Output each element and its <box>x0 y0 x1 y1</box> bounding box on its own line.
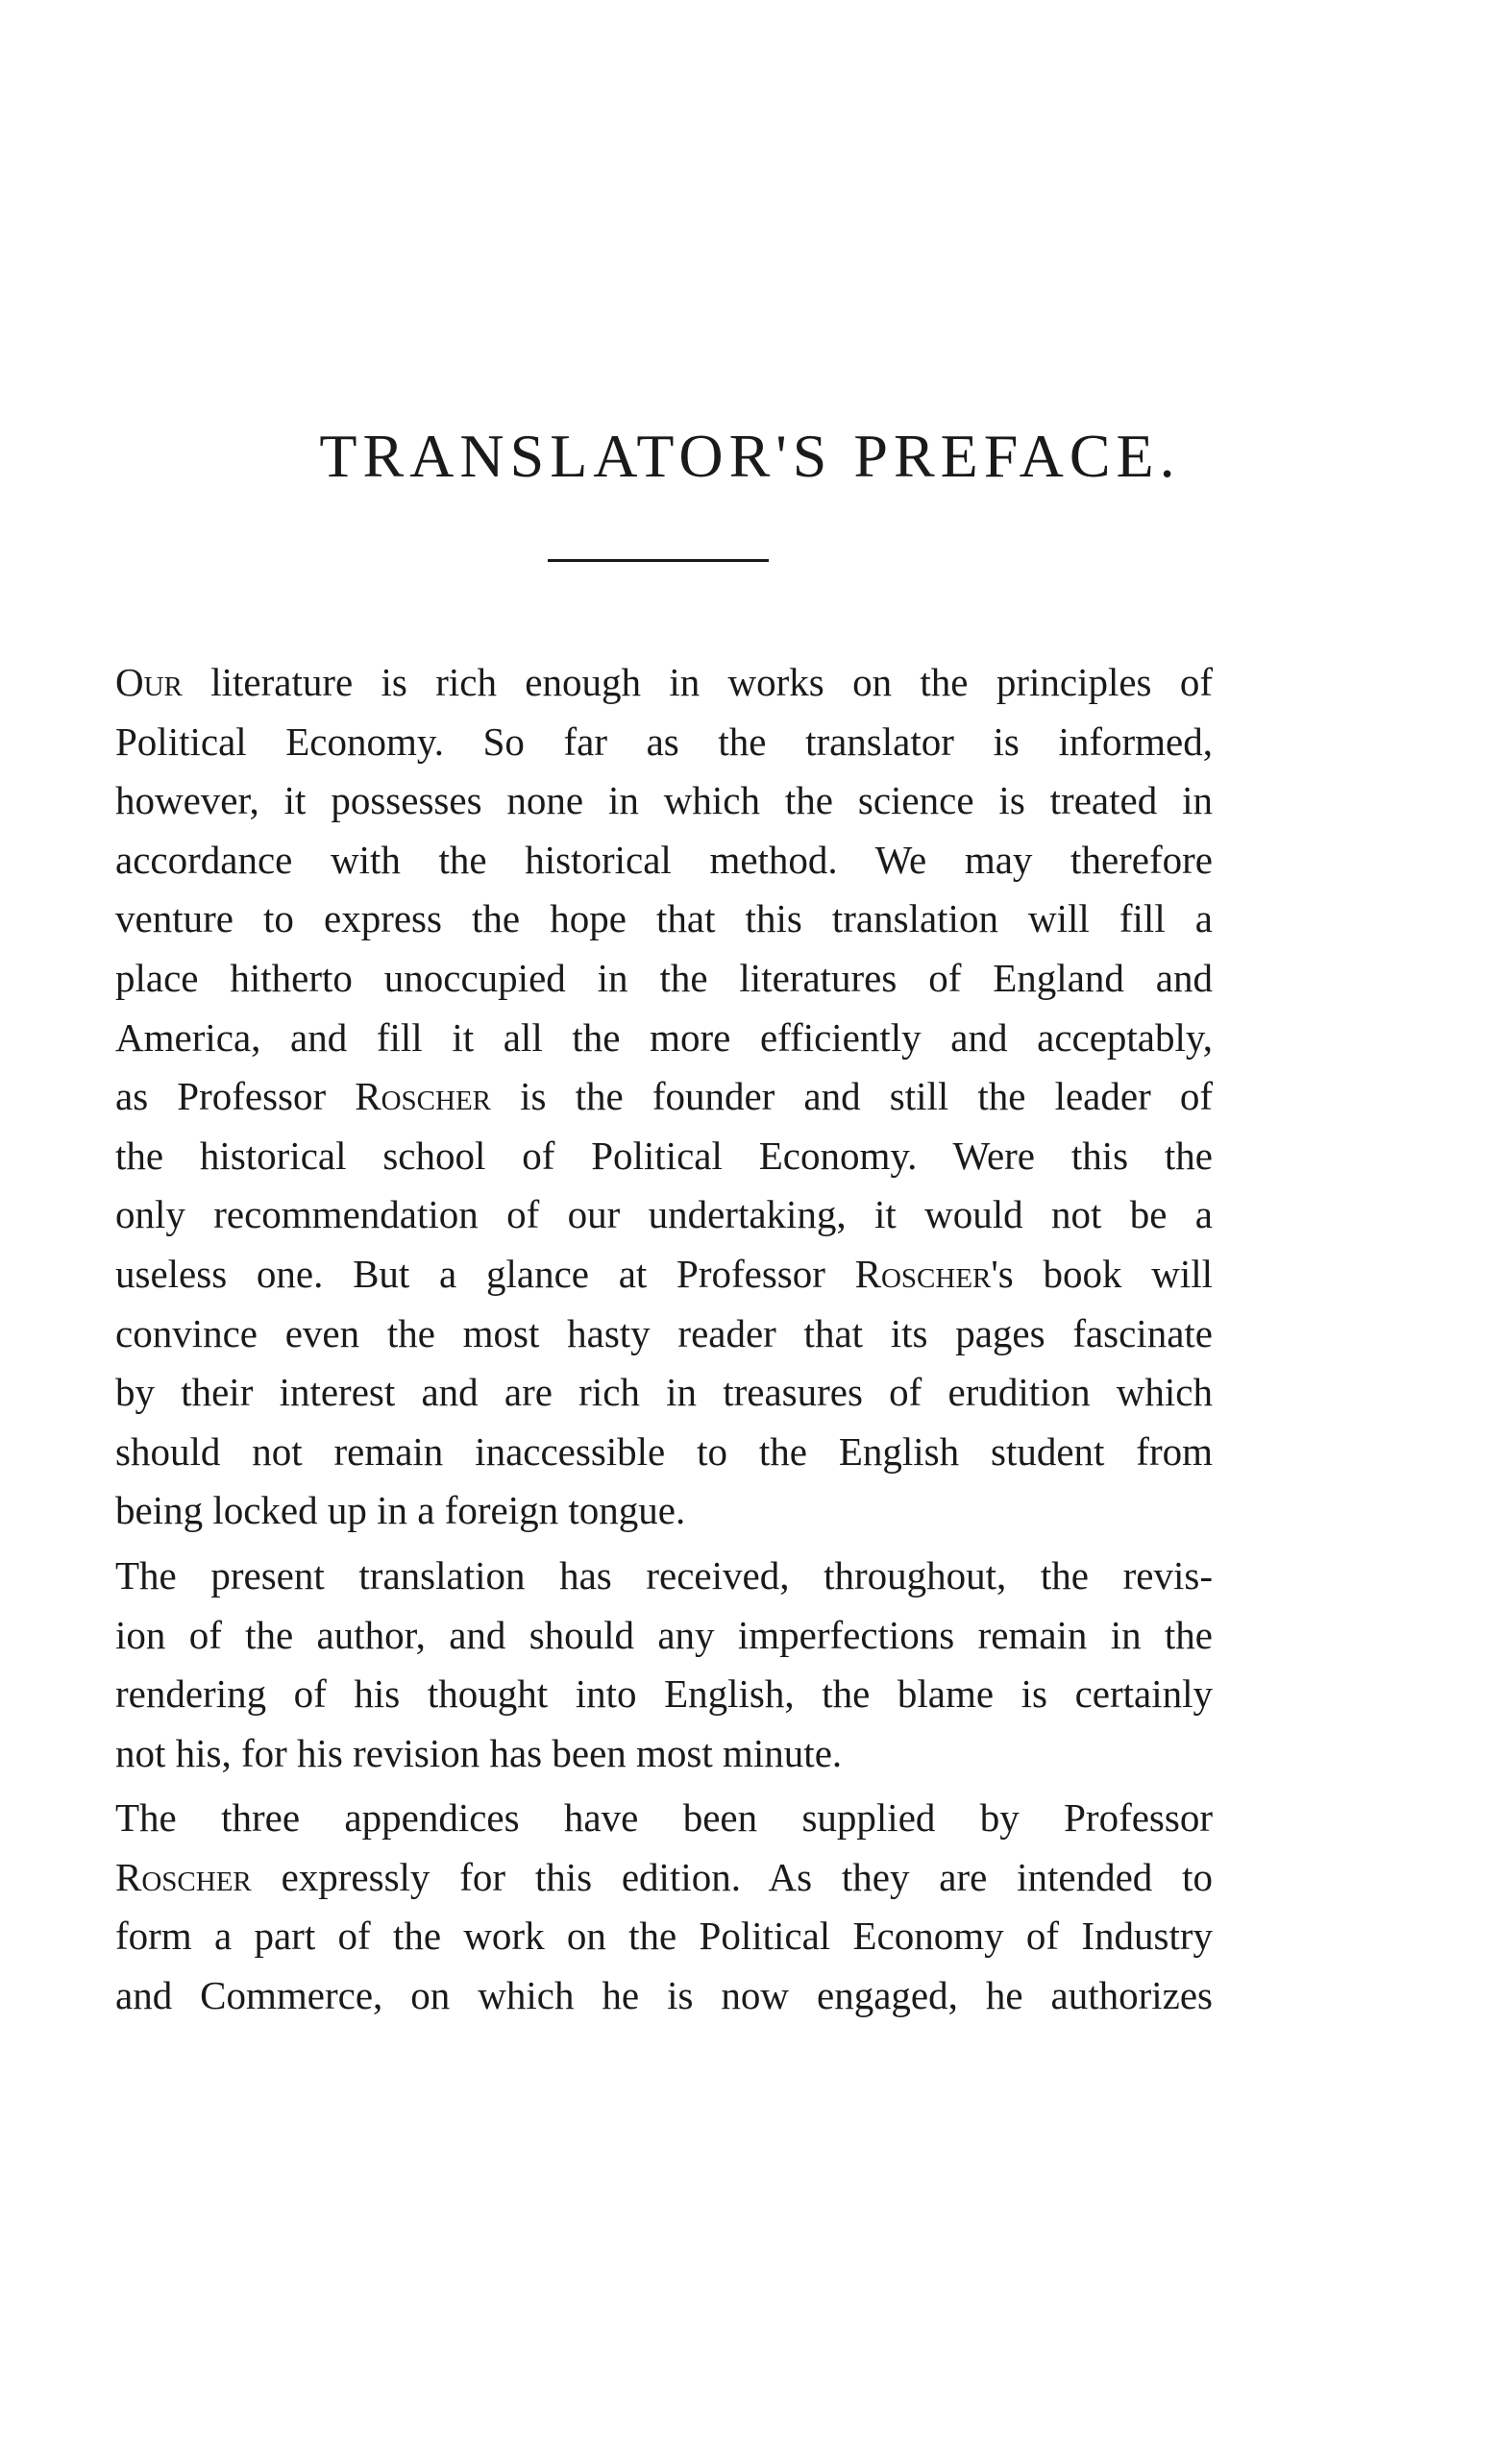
page-title: TRANSLATOR'S PREFACE. <box>319 422 1181 490</box>
paragraph-1 <box>115 653 1213 1541</box>
preface-body <box>115 653 1213 2032</box>
text-line: Our literature is rich enough in works on the principles of <box>115 660 1213 704</box>
text-line: and Commerce, on which he is now engaged, he authorizes <box>115 1973 1213 2018</box>
title-divider <box>548 559 769 562</box>
text-line: Roscher expressly for this edition. As they are intended to <box>115 1854 1213 1899</box>
text-line: Political Economy. So far as the translator is informed, <box>115 719 1213 764</box>
text-line: ion of the author, and should any imperfections remain in the <box>115 1612 1213 1657</box>
text-line: as Professor Roscher is the founder and still the leader of <box>115 1074 1213 1119</box>
text-line: the historical school of Political Economy. Were this the <box>115 1133 1213 1178</box>
text-line: place hitherto unoccupied in the literatures of England and <box>115 955 1213 1000</box>
text-line: not his, for his revision has been most minute. <box>115 1730 843 1775</box>
text-line: should not remain inaccessible to the English student from <box>115 1428 1213 1474</box>
text-line: America, and fill it all the more efficiently and acceptably, <box>115 1014 1213 1060</box>
text-line: being locked up in a foreign tongue. <box>115 1488 686 1533</box>
text-line: The present translation has received, throughout, the revis- <box>115 1552 1213 1598</box>
paragraph-3 <box>115 1789 1213 2025</box>
paragraph-2 <box>115 1547 1213 1783</box>
text-line: however, it possesses none in which the science is treated in <box>115 778 1213 823</box>
text-line: convince even the most hasty reader that its pages fascinate <box>115 1310 1213 1355</box>
text-line: rendering of his thought into English, the blame is certainly <box>115 1671 1213 1717</box>
text-line: venture to express the hope that this translation will fill a <box>115 896 1213 941</box>
text-line: accordance with the historical method. We may therefore <box>115 837 1213 882</box>
text-line: form a part of the work on the Political Economy of Industry <box>115 1914 1213 1959</box>
text-line: The three appendices have been supplied by Professor <box>115 1795 1213 1841</box>
text-line: only recommendation of our undertaking, it would not be a <box>115 1192 1213 1237</box>
text-line: by their interest and are rich in treasures of erudition which <box>115 1370 1213 1415</box>
text-line: useless one. But a glance at Professor Roscher's book will <box>115 1251 1214 1296</box>
